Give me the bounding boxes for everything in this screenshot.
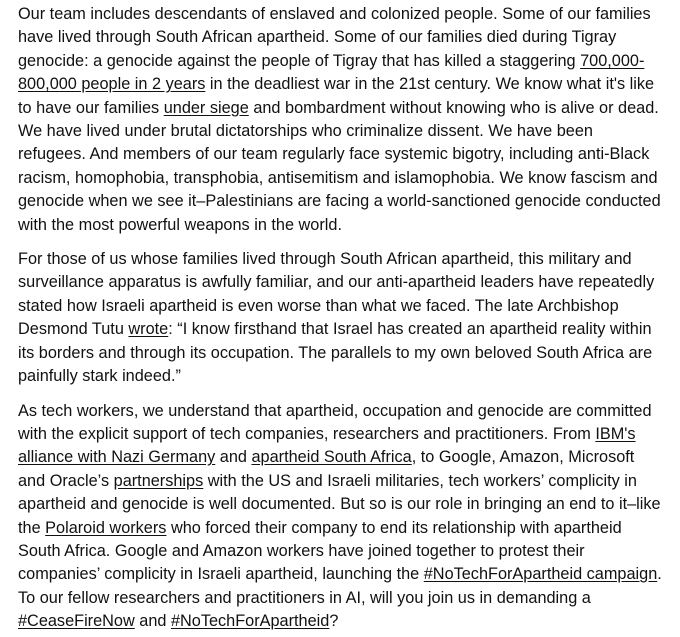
link-notechforapartheid-campaign[interactable]: #NoTechForApartheid campaign — [423, 565, 658, 584]
link-ibm-nazi-germany[interactable]: IBM's alliance with Nazi Germany — [18, 424, 636, 467]
link-notechforapartheid[interactable]: #NoTechForApartheid — [170, 612, 330, 631]
paragraph-apartheid — [18, 248, 662, 388]
text-segment: who forced their company to end its relationship with apartheid South Africa. Google and Amazon workers have joined together to protest their companies’ complicity in Israeli apartheid, launching the — [18, 518, 622, 584]
text-segment: and — [134, 612, 171, 631]
text-segment: in the deadliest war in the 21st century. We know what it's like to have our families — [18, 75, 655, 117]
paragraph-tech-workers — [18, 400, 662, 634]
text-segment: As tech workers, we understand that apartheid, occupation and genocide are committed with the explicit support of tech companies, researchers and practitioners. From — [18, 401, 652, 443]
link-tigray-death-toll[interactable]: 700,000-800,000 people in 2 years — [18, 51, 645, 94]
text-segment: and bombardment without knowing who is alive or dead. We have lived under brutal dictatorships who criminalize dissent. We have been refugees. And members of our team regularly face systemic bigotry, including anti-Black racism, homophobia, transphobia, antisemitism and islamophobia. We know fascism and genocide when we see it–Palestinians are facing a world-sanctioned genocide conducted with the most powerful weapons in the world. — [18, 98, 661, 234]
text-segment: ? — [329, 612, 339, 631]
paragraph-families — [18, 3, 662, 237]
text-segment: . To our fellow researchers and practitioners in AI, will you join us in demanding a — [18, 565, 662, 607]
link-polaroid-workers[interactable]: Polaroid workers — [45, 518, 167, 537]
link-ceasefirenow[interactable]: #CeaseFireNow — [18, 612, 135, 631]
link-tutu-wrote[interactable]: wrote — [128, 320, 169, 339]
link-partnerships[interactable]: partnerships — [113, 471, 204, 490]
text-segment: Our team includes descendants of enslaved and colonized people. Some of our families have lived through South African apartheid. Some of our families died during Tigray genocide: a genocide against the people of Tigray that has killed a staggering — [18, 5, 651, 70]
text-segment: , to Google, Amazon, Microsoft and Oracle’s — [18, 448, 635, 490]
text-segment: : “I know firsthand that Israel has created an apartheid reality within its borders and through its occupation. The parallels to my own beloved South Africa are painfully stark indeed.” — [18, 320, 653, 386]
text-segment: For those of us whose families lived through South African apartheid, this military and surveillance apparatus is awfully familiar, and our anti-apartheid leaders have repeatedly stated how Israeli apartheid is even worse than what we faced. The late Archbishop Desmond Tutu — [18, 250, 655, 339]
link-under-siege[interactable]: under siege — [163, 98, 249, 117]
text-segment: and — [215, 448, 252, 467]
text-segment: with the US and Israeli militaries, tech workers’ complicity in apartheid and genocide is well documented. But so is our role in bringing an end to it–like the — [18, 471, 661, 537]
link-apartheid-south-africa[interactable]: apartheid South Africa — [251, 448, 412, 467]
